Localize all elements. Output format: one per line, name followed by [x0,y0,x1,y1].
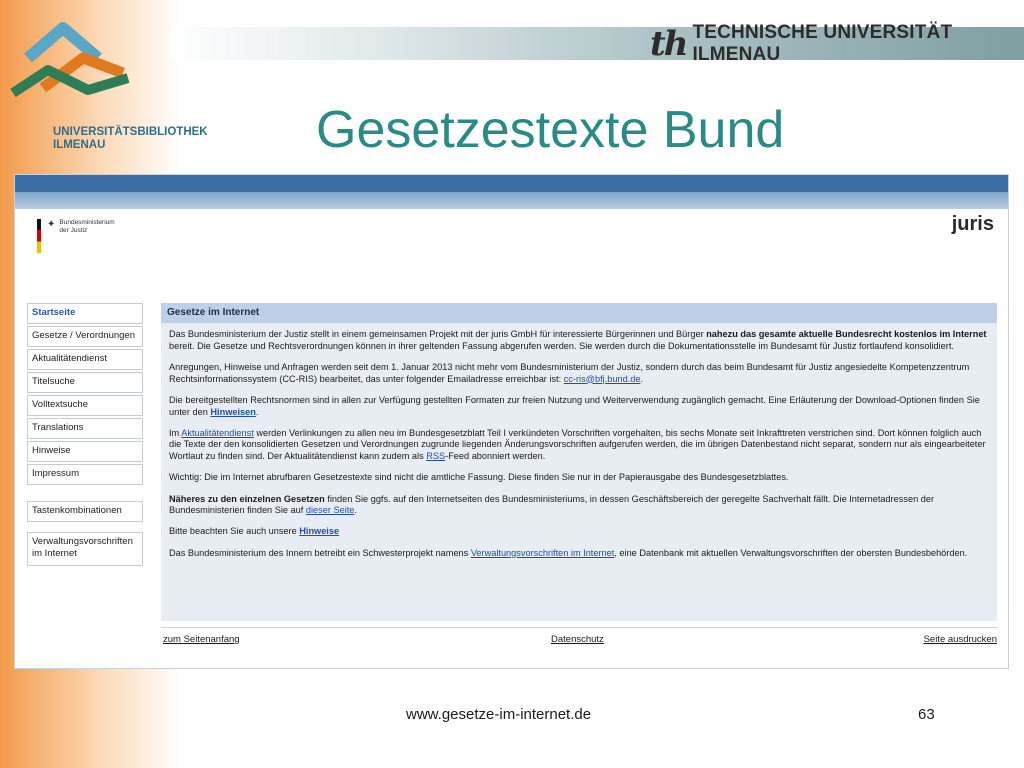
nav-startseite[interactable]: Startseite [27,303,143,324]
tu-name: TECHNISCHE UNIVERSITÄT ILMENAU [692,22,953,65]
p1-text-c: bereit. Die Gesetze und Rechtsverordnungen können in ihrer geltenden Fassung abgerufen werden. Sie werden durch die Dokumentationsstelle im Bundesamt für Justiz fortlaufend konsolidiert. [169,340,954,351]
aktualitaetendienst-link[interactable]: Aktualitätendienst [181,427,254,438]
library-logo [8,18,208,151]
p3-text: Die bereitgestellten Rechtsnormen sind in allen zur Verfügung gestellten Formaten zur freien Nutzung und Weiterverwendung zugänglich gemacht. Eine Erläuterung der Download-Optionen finden Sie unter den [169,394,980,417]
p2-end: . [640,373,644,384]
p6-end: . [354,505,357,516]
print-page-link[interactable]: Seite ausdrucken [923,634,997,645]
content-title: Gesetze im Internet [161,303,997,323]
library-logo-icon [8,18,178,118]
slide-url: www.gesetze-im-internet.de [406,706,592,723]
paragraph-formats [169,395,989,418]
p8-text-b: , eine Datenbank mit aktuellen Verwaltungsvorschriften der obersten Bundesbehörden. [614,547,968,558]
paragraph-contact [169,362,989,385]
german-flag-icon [37,219,41,253]
p2-text: Anregungen, Hinweise und Anfragen werden seit dem 1. Januar 2013 nicht mehr vom Bundesministerium der Justiz, sondern durch das beim Bundesamt für Justiz angesiedelte Kompetenzzentrum Rechtsinformationssystem (CC-RIS) bearbeitet, das unter folgender Emailadresse erreichbar ist: [169,361,970,384]
site-header-bar [15,175,1008,209]
website-screenshot [14,174,1009,669]
site-sidebar-nav [27,303,145,568]
p4-text-b: werden Verlinkungen zu allen neu im Bundesgesetzblatt Teil I verkündeten Vorschriften vorgehalten, bis sechs Monate seit Inkrafttreten verstrichen sind. Dort können folglich auch die Texte der den konsolidierten Gesetzen und Verordnungen zugrunde liegenden Änderungsvorschriften aufgerufen werden, die im übrigen Datenbestand nicht separat, sondern nur als eingearbeiteter Wortlaut zu finden sind. Der Aktualitätendienst kann zudem als [169,427,986,462]
paragraph-aktualitaet [169,428,989,463]
ministry-line-2: der Justiz [59,227,88,234]
p1-bold: nahezu das gesamte aktuelle Bundesrecht kostenlos im Internet [706,329,987,339]
p6-bold: Näheres zu den einzelnen Gesetzen [169,493,325,504]
nav-titelsuche[interactable]: Titelsuche [27,372,143,393]
nav-volltextsuche[interactable]: Volltextsuche [27,395,143,416]
rss-link[interactable]: RSS [426,451,446,462]
email-link[interactable]: cc-ris@bfj.bund.de [563,373,641,384]
back-to-top-link[interactable]: zum Seitenanfang [163,634,240,645]
ministry-line-1: Bundesministerium [59,219,115,226]
dieser-seite-link[interactable]: dieser Seite [305,505,355,516]
nav-gesetze-verordnungen[interactable]: Gesetze / Verordnungen [27,326,143,347]
paragraph-ministries [169,494,989,517]
hinweisen-link[interactable]: Hinweisen [210,406,256,417]
slide-title: Gesetzestexte Bund [316,101,785,159]
ministry-name [59,219,114,235]
nav-tastenkombinationen[interactable]: Tastenkombinationen [27,501,143,522]
tu-ilmenau-logo [650,24,1024,64]
paragraph-sister-project [169,548,989,560]
slide-page-number: 63 [918,706,935,723]
library-line-2: ILMENAU [53,139,106,151]
p4-text-a: Im [169,427,182,438]
nav-hinweise[interactable]: Hinweise [27,441,143,462]
p1-text-a: Das Bundesministerium der Justiz stellt in einem gemeinsamen Projekt mit der juris GmbH für interessierte Bürgerinnen und Bürger [169,329,707,339]
juris-brand: juris [951,213,994,235]
p8-text-a: Das Bundesministerium des Innern betreibt ein Schwesterprojekt namens [169,547,471,558]
p3-end: . [255,406,259,417]
nav-aktualitaetendienst[interactable]: Aktualitätendienst [27,349,143,370]
p4-text-c: -Feed abonniert werden. [445,451,546,462]
nav-impressum[interactable]: Impressum [27,464,143,485]
content-body [161,323,997,575]
main-content [161,303,997,621]
federal-eagle-icon: ✦ [47,219,56,230]
paragraph-intro [169,329,989,352]
tu-mark: th [650,24,687,64]
nav-verwaltungsvorschriften[interactable]: Verwaltungsvorschriften im Internet [27,532,143,566]
nav-translations[interactable]: Translations [27,418,143,439]
hinweise-link[interactable]: Hinweise [299,526,340,537]
paragraph-important: Wichtig: Die im Internet abrufbaren Gesetzestexte sind nicht die amtliche Fassung. Diese finden Sie nur in der Papierausgabe des Bundesgesetzblattes. [169,472,789,483]
juris-logo[interactable] [952,213,994,236]
p7-text: Bitte beachten Sie auch unsere [169,526,300,537]
library-name [53,126,208,152]
verwaltungsvorschriften-link[interactable]: Verwaltungsvorschriften im Internet [470,547,615,558]
paragraph-notes [169,526,989,538]
ministry-logo[interactable] [37,219,115,253]
privacy-link[interactable]: Datenschutz [551,634,604,645]
library-line-1: UNIVERSITÄTSBIBLIOTHEK [53,126,208,138]
site-footer [161,627,997,646]
p6-text: finden Sie ggfs. auf den Internetseiten des Bundesministeriums, in dessen Geschäftsbereich der geregelte Sachverhalt fällt. Die Internetadressen der Bundesministerien finden Sie auf [169,493,935,516]
